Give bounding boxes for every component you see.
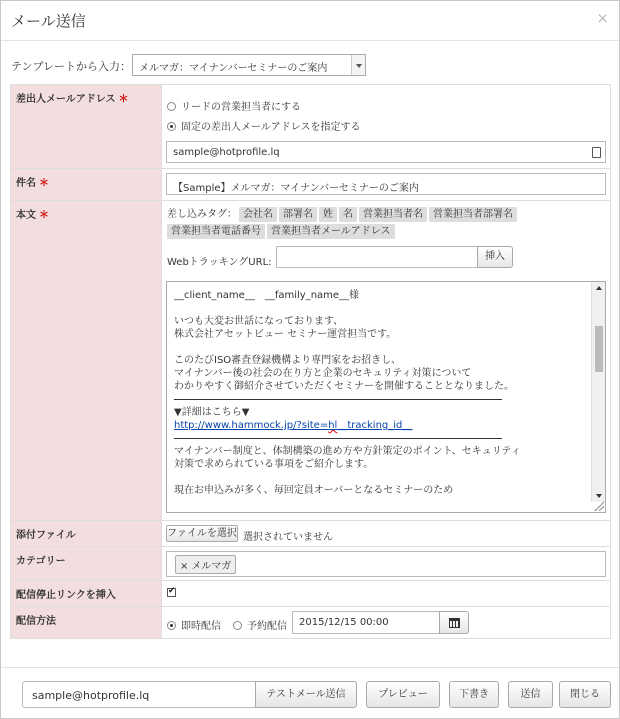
file-status: 選択されていません xyxy=(243,532,333,543)
delivery-value-cell xyxy=(162,607,611,639)
body-label: 本文 xyxy=(16,210,36,221)
subject-label-cell xyxy=(11,169,162,201)
template-selected-value: メルマガ：マイナンバーセミナーのご案内 xyxy=(139,63,328,74)
test-send-button[interactable]: テストメール送信 xyxy=(255,681,357,708)
sender-value-cell xyxy=(162,85,611,169)
sender-option-fixed[interactable] xyxy=(167,118,361,133)
merge-tags xyxy=(167,206,597,240)
unsubscribe-label: 配信停止リンクを挿入 xyxy=(16,590,116,601)
sender-label: 差出人メールアドレス xyxy=(16,94,116,105)
unsubscribe-label-cell xyxy=(11,581,162,607)
tracking-url-input[interactable] xyxy=(276,246,478,268)
required-mark: ＊ xyxy=(39,178,49,189)
close-button[interactable]: 閉じる xyxy=(559,681,611,708)
attachment-value-cell xyxy=(162,521,611,547)
url-part: __tracking_id__ xyxy=(337,420,413,431)
dialog-title: メール送信 xyxy=(11,12,86,30)
delivery-option-scheduled-label: 予約配信 xyxy=(247,621,287,632)
scroll-up-icon[interactable] xyxy=(596,286,602,290)
delivery-option-scheduled[interactable] xyxy=(233,617,287,632)
category-chip xyxy=(175,555,236,574)
category-label: カテゴリー xyxy=(16,556,66,567)
body-line: ▼詳細はこちら▼ xyxy=(174,407,250,418)
sender-address-input[interactable] xyxy=(166,141,606,163)
body-text[interactable] xyxy=(174,289,589,497)
attachment-label: 添付ファイル xyxy=(16,530,76,541)
divider xyxy=(174,399,502,400)
delivery-label: 配信方法 xyxy=(16,616,56,627)
resize-grip-icon[interactable] xyxy=(594,501,604,511)
tag-sales-email[interactable]: 営業担当者メールアドレス xyxy=(267,224,395,239)
tag-department[interactable]: 部署名 xyxy=(279,207,317,222)
body-line: このたびISO審査登録機構より専門家をお招きし、 xyxy=(174,355,402,366)
body-line: 株式会社アセットビュー セミナー運営担当です。 xyxy=(174,329,397,340)
body-line: マイナンバー後の社会の在り方と企業のセキュリティ対策について xyxy=(174,368,472,379)
delivery-datetime-input[interactable] xyxy=(292,611,440,634)
test-address-input[interactable] xyxy=(22,681,256,708)
required-mark: ＊ xyxy=(118,94,129,105)
divider xyxy=(174,438,502,439)
draft-button[interactable]: 下書き xyxy=(449,681,499,708)
insert-button[interactable]: 挿入 xyxy=(477,246,513,268)
sender-option-fixed-label: 固定の差出人メールアドレスを指定する xyxy=(181,122,361,133)
body-line: __client_name__ __family_name__様 xyxy=(174,290,360,301)
subject-value: 【Sample】メルマガ：マイナンバーセミナーのご案内 xyxy=(173,183,419,194)
category-label-cell xyxy=(11,547,162,581)
body-editor[interactable] xyxy=(166,281,606,513)
preview-button[interactable]: プレビュー xyxy=(366,681,440,708)
tag-first-name[interactable]: 名 xyxy=(339,207,357,222)
radio-scheduled[interactable] xyxy=(233,621,242,630)
delivery-option-now[interactable] xyxy=(167,617,221,632)
tag-sales-dept[interactable]: 営業担当者部署名 xyxy=(429,207,517,222)
unsubscribe-checkbox[interactable] xyxy=(167,588,176,597)
unsubscribe-value-cell xyxy=(162,581,611,607)
choose-file-button[interactable]: ファイルを選択 xyxy=(166,525,238,542)
body-line: 対策で求められている事項をご紹介します。 xyxy=(174,459,374,470)
send-button[interactable]: 送信 xyxy=(508,681,553,708)
editor-scrollbar[interactable] xyxy=(591,282,605,502)
delivery-label-cell xyxy=(11,607,162,639)
radio-fixed[interactable] xyxy=(167,122,176,131)
tag-last-name[interactable]: 姓 xyxy=(319,207,337,222)
tracking-url-label: WebトラッキングURL: xyxy=(167,257,272,268)
url-part: http://www.hammock.jp/ xyxy=(174,420,297,431)
mail-form xyxy=(10,84,611,639)
body-line: わかりやすく御紹介させていただくセミナーを開催することとなりました。 xyxy=(174,381,514,392)
tag-sales-rep[interactable]: 営業担当者名 xyxy=(359,207,427,222)
required-mark: ＊ xyxy=(39,210,49,221)
template-label: テンプレートから入力： xyxy=(11,60,132,73)
radio-owner[interactable] xyxy=(167,102,176,111)
body-line: 現在お申込みが多く、毎回定員オーバーとなるセミナーのため xyxy=(174,485,454,496)
category-input[interactable] xyxy=(166,551,606,577)
chevron-down-icon[interactable] xyxy=(351,55,365,75)
contact-card-icon[interactable] xyxy=(592,147,601,158)
body-link[interactable] xyxy=(174,420,412,431)
merge-tags-label: 差し込みタグ： xyxy=(167,209,237,220)
body-label-cell xyxy=(11,201,162,521)
delivery-option-now-label: 即時配信 xyxy=(181,621,221,632)
sender-option-owner[interactable] xyxy=(167,98,301,113)
subject-value-cell xyxy=(162,169,611,201)
url-part: hl xyxy=(328,420,338,431)
chip-remove-icon[interactable]: × xyxy=(180,561,189,572)
tag-company[interactable]: 会社名 xyxy=(239,207,277,222)
sender-address-value: sample@hotprofile.lq xyxy=(173,147,280,158)
calendar-icon xyxy=(449,618,460,628)
test-address-value: sample@hotprofile.lq xyxy=(32,689,150,702)
attachment-label-cell xyxy=(11,521,162,547)
scroll-down-icon[interactable] xyxy=(596,494,602,498)
dialog-footer xyxy=(1,667,619,719)
dialog-header xyxy=(1,1,619,41)
body-line: いつも大変お世話になっております、 xyxy=(174,316,344,327)
template-select[interactable] xyxy=(132,54,366,76)
body-line: マイナンバー制度と、体制構築の進め方や方針策定のポイント、セキュリティ xyxy=(174,446,521,457)
sender-label-cell xyxy=(11,85,162,169)
sender-option-owner-label: リードの営業担当者にする xyxy=(181,102,301,113)
subject-input[interactable] xyxy=(166,173,606,195)
scroll-thumb[interactable] xyxy=(595,326,603,372)
delivery-datetime-value: 2015/12/15 00:00 xyxy=(299,617,389,628)
body-value-cell xyxy=(162,201,611,521)
close-icon[interactable]: × xyxy=(596,9,609,27)
category-value-cell xyxy=(162,547,611,581)
tag-sales-phone[interactable]: 営業担当者電話番号 xyxy=(167,224,265,239)
url-part: ?site= xyxy=(296,420,329,431)
chip-label: メルマガ xyxy=(191,561,232,572)
radio-now[interactable] xyxy=(167,621,176,630)
subject-label: 件名 xyxy=(16,178,36,189)
calendar-button[interactable] xyxy=(439,611,469,634)
